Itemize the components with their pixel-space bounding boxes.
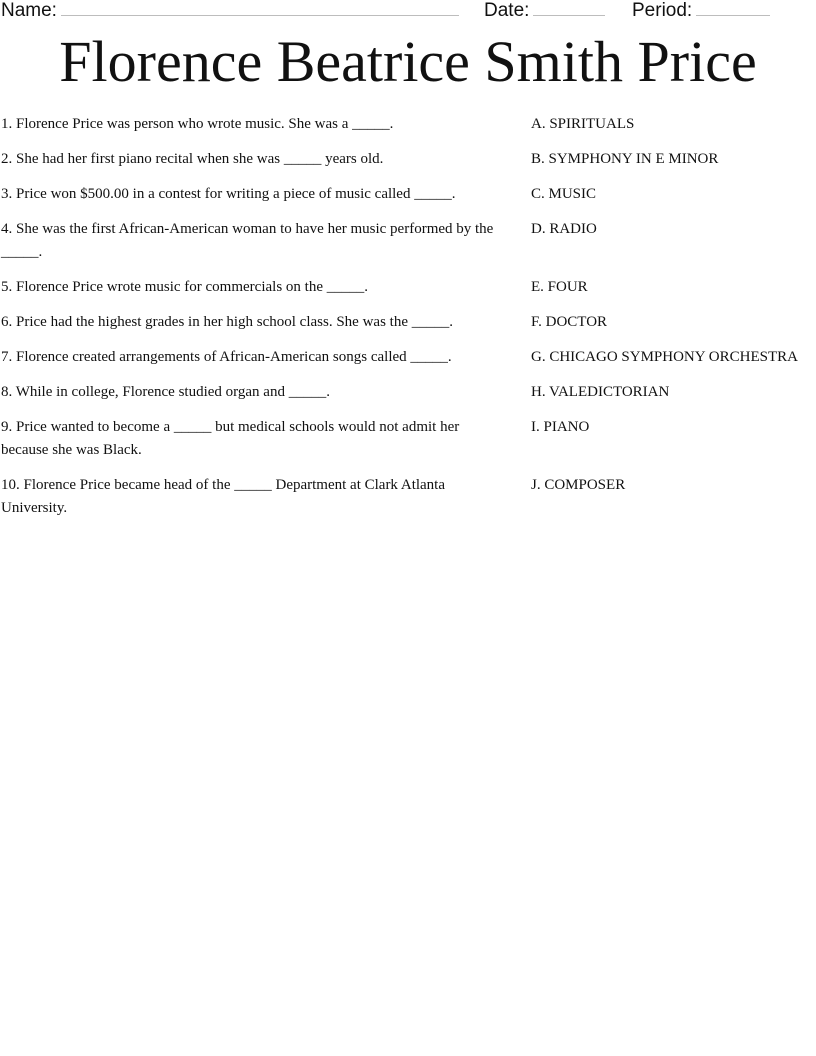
date-label: Date: [484,0,530,21]
name-label: Name: [1,0,57,21]
name-field[interactable] [1,0,459,22]
question-text: 5. Florence Price wrote music for commercials on the _____. [1,279,368,295]
question-text: 9. Price wanted to become a _____ but medical schools would not admit her because she was Black. [1,419,460,458]
answer-option: H. VALEDICTORIAN [531,384,670,400]
answer-option: B. SYMPHONY IN E MINOR [531,151,719,167]
answer-option: F. DOCTOR [531,314,608,330]
matching-row [0,148,816,171]
date-field[interactable] [484,0,605,22]
question-text: 2. She had her first piano recital when she was _____ years old. [1,151,384,167]
question-text: 4. She was the first African-American woman to have her music performed by the _____. [1,221,494,260]
matching-row [0,311,816,334]
worksheet-header [0,0,816,24]
question-text: 6. Price had the highest grades in her high school class. She was the _____. [1,314,453,330]
answer-option: J. COMPOSER [531,477,626,493]
answer-option: C. MUSIC [531,186,597,202]
question-text: 1. Florence Price was person who wrote music. She was a _____. [1,116,394,132]
answer-option: E. FOUR [531,279,588,295]
matching-row [0,183,816,206]
period-label: Period: [632,0,693,21]
matching-row [0,276,816,299]
matching-row [0,381,816,404]
period-blank-line[interactable] [696,0,770,16]
answer-option: D. RADIO [531,221,597,237]
period-field[interactable] [632,0,770,22]
matching-row [0,218,816,264]
matching-row [0,346,816,369]
question-text: 3. Price won $500.00 in a contest for writing a piece of music called _____. [1,186,456,202]
matching-row [0,474,816,520]
answer-option: I. PIANO [531,419,590,435]
page-title: Florence Beatrice Smith Price [59,29,757,94]
question-text: 8. While in college, Florence studied organ and _____. [1,384,330,400]
name-blank-line[interactable] [61,0,459,16]
matching-row [0,416,816,462]
matching-list [0,113,816,532]
matching-row [0,113,816,136]
answer-option: A. SPIRITUALS [531,116,635,132]
answer-option: G. CHICAGO SYMPHONY ORCHESTRA [531,349,798,365]
question-text: 7. Florence created arrangements of African-American songs called _____. [1,349,452,365]
question-text: 10. Florence Price became head of the _____ Department at Clark Atlanta University. [1,477,446,516]
date-blank-line[interactable] [533,0,605,16]
